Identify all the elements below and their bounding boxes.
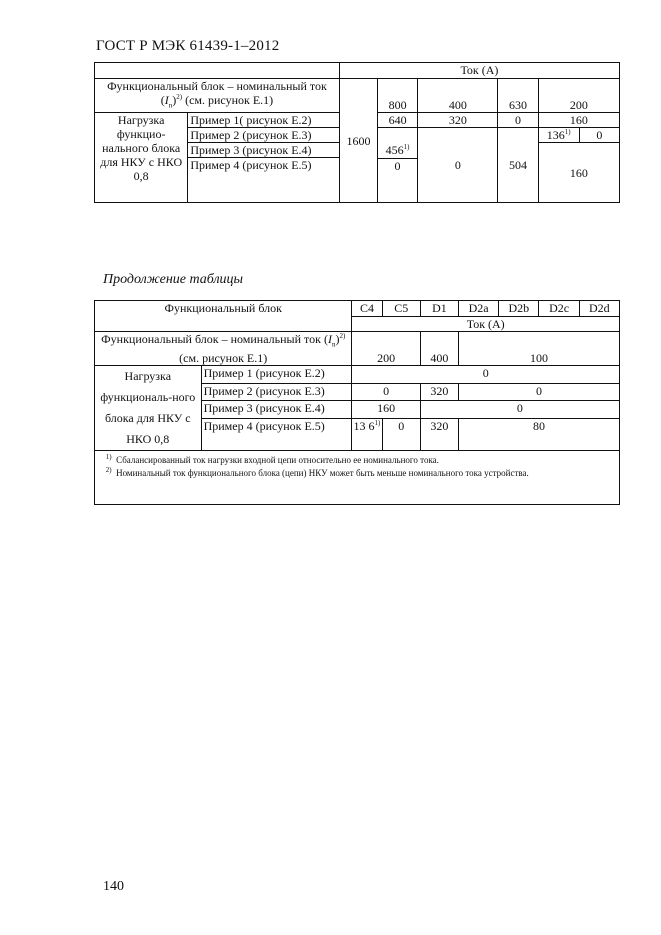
t2-ex4-320: 320	[420, 418, 458, 451]
t1-load-label: Нагрузка функцио-нального блока для НКУ с НКО 0,8	[95, 113, 188, 203]
t2-example-1: Пример 1 (рисунок Е.2)	[201, 366, 352, 383]
t1-ex1-320: 320	[418, 113, 498, 128]
t2-rated-100: 100	[459, 332, 620, 366]
t1-example-3: Пример 3 (рисунок Е.4)	[188, 143, 340, 158]
t1-ex2-0: 0	[596, 128, 603, 143]
t1-ex3-456: 456$^{1)}$	[377, 143, 418, 159]
current-table-part1	[94, 62, 620, 203]
t2-example-4: Пример 4 (рисунок Е.5)	[201, 418, 352, 451]
t2-col-c5: C5	[382, 301, 420, 317]
t1-blank-corner	[95, 63, 340, 79]
page-number: 140	[103, 879, 124, 894]
t1-merged-0: 0	[418, 128, 498, 203]
t2-current-header: Ток (А)	[352, 317, 620, 332]
t2-col-d1: D1	[420, 301, 458, 317]
t2-col-d2a: D2a	[459, 301, 499, 317]
t1-merged-160: 160	[538, 143, 619, 203]
t1-merged-504: 504	[498, 128, 538, 203]
t2-rated-200: 200	[352, 332, 420, 366]
t1-ex2-split	[538, 128, 619, 143]
t2-ex3-0: 0	[420, 401, 619, 418]
t1-example-2: Пример 2 (рисунок Е.3)	[188, 128, 340, 143]
t1-example-1: Пример 1( рисунок Е.2)	[188, 113, 340, 128]
t1-value-1600: 1600	[339, 79, 377, 203]
footnote-1: $^{1)}$ Сбалансированный ток нагрузки входной цепи относительно ее номинального тока.	[105, 453, 439, 466]
t1-current-header: Ток (А)	[339, 63, 619, 79]
t1-example-4: Пример 4 (рисунок Е.5)	[188, 158, 340, 203]
t2-col-d2b: D2b	[499, 301, 539, 317]
t1-ex2-136: 136$^{1)}$	[539, 128, 580, 142]
t1-ex1-0: 0	[498, 113, 538, 128]
t2-ex2-0: 0	[352, 383, 420, 400]
t2-col-c4: C4	[352, 301, 382, 317]
t2-footnotes	[95, 451, 620, 505]
t2-ex1-0: 0	[352, 366, 620, 383]
current-table-part2	[94, 300, 620, 505]
t1-ex4-0: 0	[394, 159, 401, 173]
t2-ex2-0b: 0	[459, 383, 620, 400]
t2-ex3-160: 160	[352, 401, 420, 418]
t2-fb-rated-label: Функциональный блок – номинальный ток $(I_n)^{2)}$ (см. рисунок Е.1)	[95, 332, 352, 366]
t1-rated-630: 630	[498, 79, 538, 113]
t1-rated-200: 200	[538, 79, 619, 113]
t2-load-label: Нагрузка функциональ-ного блока для НКУ с НКО 0,8	[95, 366, 202, 451]
t1-fb-rated-label: Функциональный блок – номинальный ток $(I_n)^{2)}$ (см. рисунок Е.1)	[95, 79, 340, 113]
table-caption: Продолжение таблицы	[103, 272, 244, 287]
t1-rated-800: 800	[378, 79, 418, 113]
t1-ex1-640: 640	[378, 113, 418, 128]
t2-example-3: Пример 3 (рисунок Е.4)	[201, 401, 352, 418]
t2-col-d2d: D2d	[579, 301, 619, 317]
t2-rated-400: 400	[420, 332, 458, 366]
t2-col-d2c: D2c	[539, 301, 579, 317]
t1-ex1-160: 160	[538, 113, 619, 128]
t2-fb-label: Функциональный блок	[95, 301, 352, 332]
t1-rated-400: 400	[418, 79, 498, 113]
t2-ex2-320: 320	[420, 383, 458, 400]
footnote-2: $^{2)}$ Номинальный ток функционального блока (цепи) НКУ может быть меньше номинального тока устройства.	[105, 466, 529, 479]
t2-example-2: Пример 2 (рисунок Е.3)	[201, 383, 352, 400]
t2-ex4-0: 0	[382, 418, 420, 451]
t2-ex4-c4: 13 6$^{1)}$	[352, 418, 382, 451]
document-header: ГОСТ Р МЭК 61439-1–2012	[96, 38, 280, 54]
t2-ex4-80: 80	[459, 418, 620, 451]
